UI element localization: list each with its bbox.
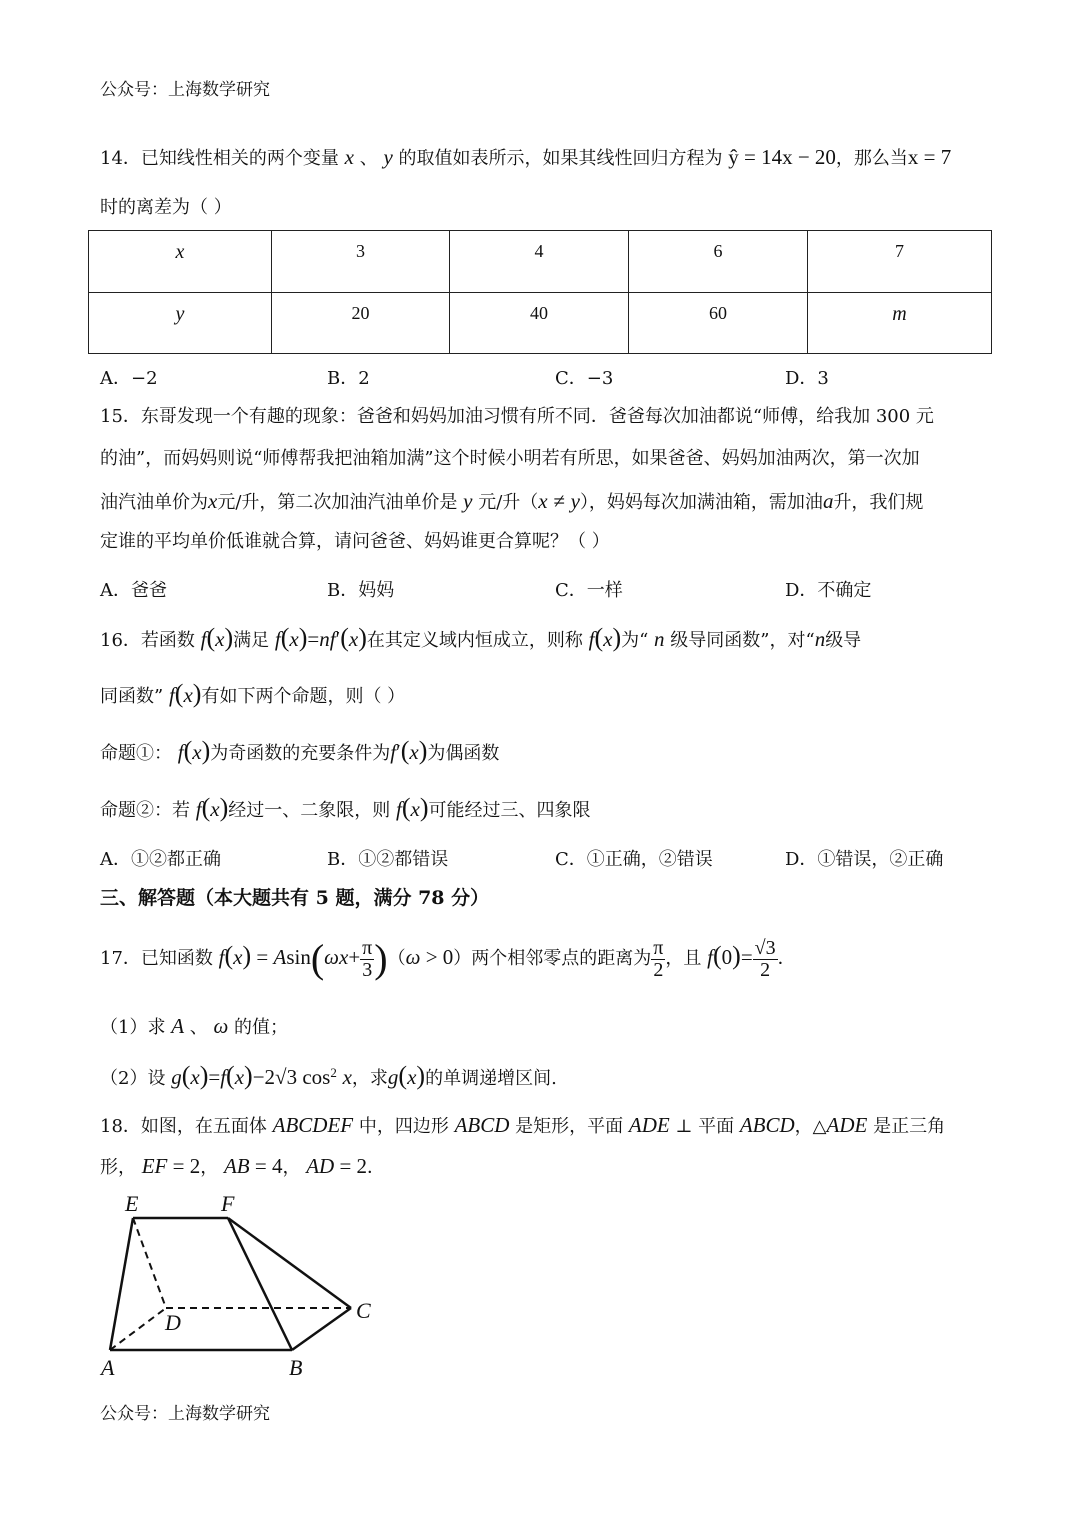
q15-line4: 定谁的平均单价低谁就合算，请问爸爸、妈妈谁更合算呢？（ ） bbox=[100, 531, 610, 552]
pentahedron-figure bbox=[95, 1185, 395, 1385]
table-row: y 20 40 60 m bbox=[89, 292, 992, 354]
q15-option-b: B．妈妈 bbox=[327, 580, 395, 601]
q16-proposition-2: 命题②：若 f(x)经过一、二象限，则 f(x)可能经过三、四象限 bbox=[100, 793, 591, 822]
q14-line1: 14．已知线性相关的两个变量 x 、 y 的取值如表所示，如果其线性回归方程为 ŷ = 14x − 20，那么当x = 7 bbox=[100, 145, 952, 169]
regression-equation: ŷ = 14x − 20 bbox=[728, 145, 836, 169]
q17-sub2: （2）设 g(x)=f(x)−2√3 $\cos^2 x$，求g(x)的单调递增区间. bbox=[100, 1061, 557, 1090]
label-f: F bbox=[221, 1191, 235, 1216]
label-a: A bbox=[101, 1355, 115, 1380]
q14-option-c: C．−3 bbox=[555, 368, 614, 389]
q15-line2: 的油”，而妈妈则说“师傅帮我把油箱加满”这个时候小明若有所思，如果爸爸、妈妈加油两次，第一次加 bbox=[100, 448, 920, 469]
q14-option-a: A．−2 bbox=[100, 368, 158, 389]
edge-fc bbox=[228, 1218, 351, 1308]
label-e: E bbox=[125, 1191, 139, 1216]
data-table bbox=[88, 230, 992, 354]
q15-option-c: C．一样 bbox=[555, 580, 623, 601]
q14-line2: 时的离差为（ ） bbox=[100, 197, 232, 218]
q15-line3: 油汽油单价为x元/升，第二次加油汽油单价是 y 元/升（x ≠ y），妈妈每次加满油箱，需加油a升，我们规 bbox=[100, 489, 924, 513]
page-header: 公众号：上海数学研究 bbox=[100, 80, 270, 100]
q15-line1: 15．东哥发现一个有趣的现象：爸爸和妈妈加油习惯有所不同．爸爸每次加油都说“师傅，给我加 300 元 bbox=[100, 406, 934, 427]
q16-option-a: A．①②都正确 bbox=[100, 849, 221, 870]
q16-line2: 同函数” f(x)有如下两个命题，则（ ） bbox=[100, 679, 406, 708]
q15-option-a: A．爸爸 bbox=[100, 580, 167, 601]
q16-line1: 16．若函数 f(x)满足 f(x)=nf′(x)在其定义域内恒成立，则称 f(x)为“ n 级导同函数”，对“n级导 bbox=[100, 623, 862, 652]
q16-option-b: B．①②都错误 bbox=[327, 849, 449, 870]
q18-line1: 18．如图，在五面体 ABCDEF 中，四边形 ABCD 是矩形，平面 ADE ⊥ 平面 ABCD，△ADE 是正三角 bbox=[100, 1113, 946, 1137]
q14-option-d: D．3 bbox=[785, 368, 829, 389]
edge-fb bbox=[228, 1218, 292, 1350]
table-row: x 3 4 6 7 bbox=[89, 231, 992, 293]
edge-ea bbox=[110, 1218, 133, 1350]
label-c: C bbox=[356, 1298, 371, 1323]
section-heading: 三、解答题（本大题共有 5 题，满分 78 分） bbox=[100, 887, 490, 909]
q16-option-c: C．①正确，②错误 bbox=[555, 849, 713, 870]
page-footer: 公众号：上海数学研究 bbox=[100, 1404, 270, 1424]
label-d: D bbox=[165, 1310, 181, 1335]
q14-option-b: B．2 bbox=[327, 368, 370, 389]
edge-ed bbox=[133, 1218, 166, 1308]
edge-bc bbox=[292, 1308, 351, 1350]
q16-proposition-1: 命题①： f(x)为奇函数的充要条件为f′(x)为偶函数 bbox=[100, 736, 500, 765]
q18-line2: 形， EF = 2， AB = 4， AD = 2． bbox=[100, 1154, 386, 1178]
q17-sub1: （1）求 A 、 ω 的值； bbox=[100, 1014, 289, 1038]
q15-option-d: D．不确定 bbox=[785, 580, 872, 601]
q16-option-d: D．①错误，②正确 bbox=[785, 849, 944, 870]
q17-line1: 17．已知函数 f(x) = Asin(ωx+ $\frac{\pi}{3}$ )（ω > 0）两个相邻零点的距离为 $\frac{\pi}{2}$ ，且 f(0)= $\frac{√3}{2}$ ． bbox=[100, 936, 796, 981]
edge-ad bbox=[110, 1308, 166, 1350]
label-b: B bbox=[289, 1355, 303, 1380]
